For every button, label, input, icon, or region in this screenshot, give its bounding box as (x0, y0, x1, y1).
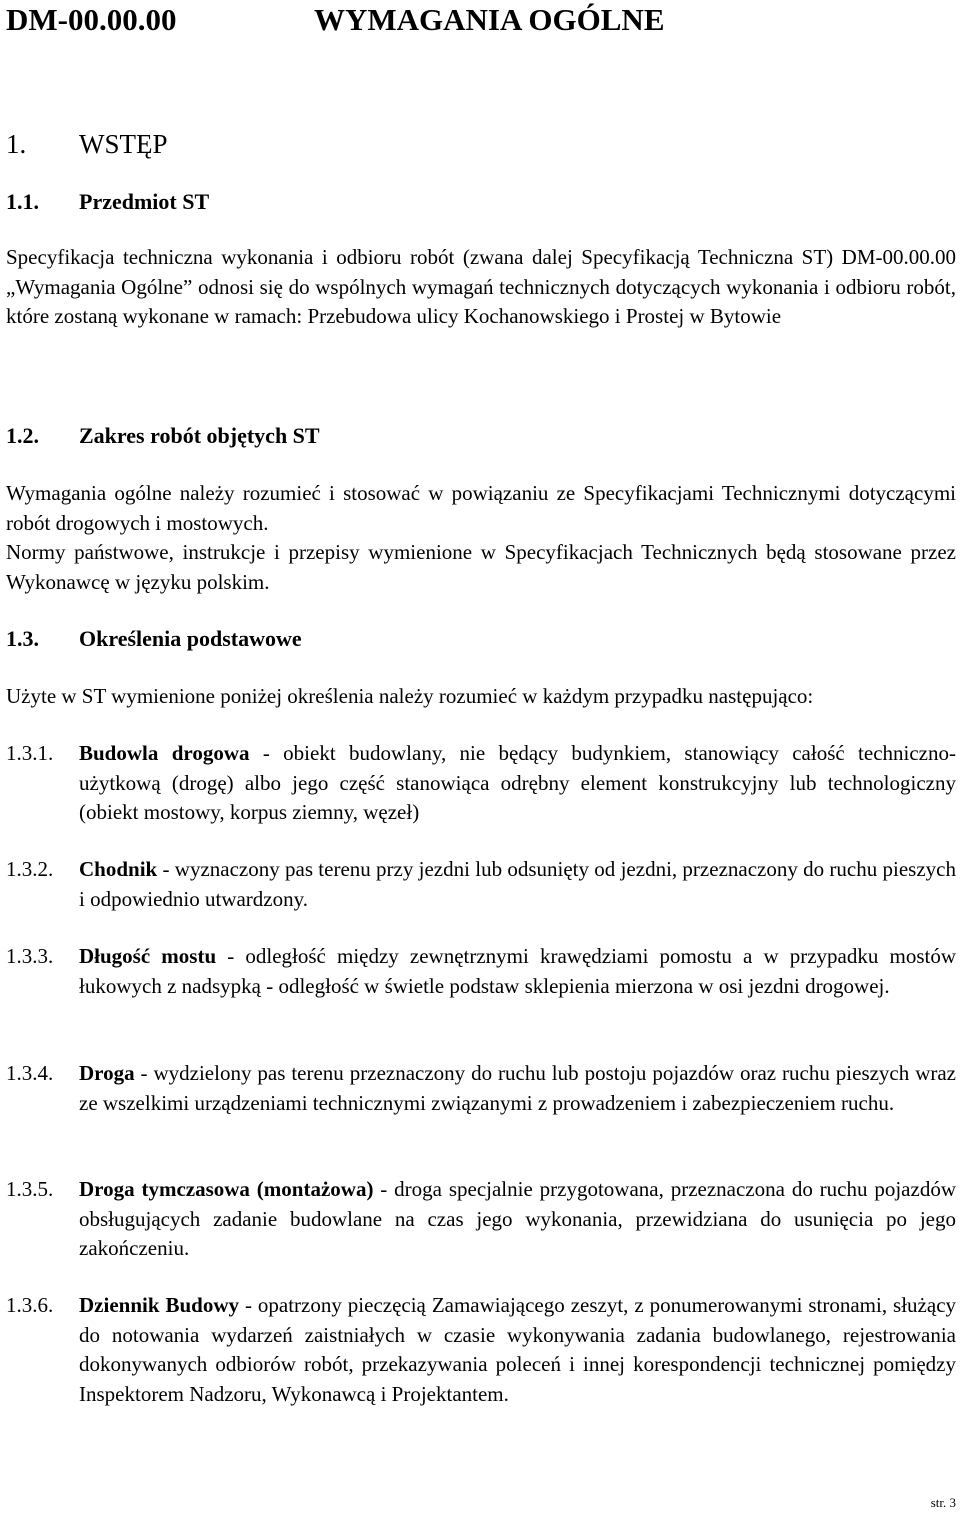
subsection-number: 1.1. (6, 189, 39, 214)
definition-item (6, 739, 956, 828)
subsection-number: 1.2. (6, 423, 39, 448)
definition-item (6, 942, 956, 1001)
document-code: DM-00.00.00 (6, 2, 177, 37)
paragraph-text: Wymagania ogólne należy rozumieć i stosować w powiązaniu ze Specyfikacjami Technicznymi dotyczącymi robót drogowych i mostowych. (6, 481, 956, 535)
paragraph-text: Specyfikacja techniczna wykonania i odbioru robót (zwana dalej Specyfikacją Techniczna ST) DM-00.00.00 „Wymagania Ogólne” odnosi się do wspólnych wymagań technicznych dotyczących wykonania i odbioru robót, które zostaną wykonane w ramach: Przebudowa ulicy Kochanowskiego i Prostej w Bytowie (6, 245, 956, 328)
definition-text: - wyznaczony pas terenu przy jezdni lub odsunięty od jezdni, przeznaczony do ruchu pieszych i odpowiednio utwardzony. (79, 857, 956, 911)
paragraph-okreslenia-intro (6, 682, 956, 712)
definition-number: 1.3.2. (6, 857, 54, 881)
subsection-heading-1-3 (6, 624, 302, 654)
page-number: str. 3 (930, 1495, 956, 1510)
subsection-title: Przedmiot ST (79, 189, 210, 214)
paragraph-przedmiot (6, 243, 956, 332)
subsection-number: 1.3. (6, 626, 39, 651)
definition-term: Długość mostu (79, 944, 217, 968)
paragraph-zakres (6, 479, 956, 597)
definition-term: Budowla drogowa (79, 741, 250, 765)
definition-item (6, 1291, 956, 1409)
document-title: WYMAGANIA OGÓLNE (314, 2, 665, 37)
definition-number: 1.3.1. (6, 741, 54, 765)
paragraph-text: Normy państwowe, instrukcje i przepisy wymienione w Specyfikacjach Technicznych będą stosowane przez Wykonawcę w języku polskim. (6, 540, 956, 594)
paragraph-text: Użyte w ST wymienione poniżej określenia należy rozumieć w każdym przypadku następująco: (6, 684, 814, 708)
definition-text: - obiekt budowlany, nie będący budynkiem, stanowiący całość techniczno-użytkową (drogę) albo jego część stanowiąca odrębny element konstrukcyjny lub technologiczny (obiekt mostowy, korpus ziemny, węzeł) (79, 741, 956, 824)
subsection-heading-1-1 (6, 187, 209, 217)
subsection-title: Określenia podstawowe (79, 626, 302, 651)
definition-term: Droga tymczasowa (montażowa) (79, 1177, 374, 1201)
definition-number: 1.3.4. (6, 1061, 54, 1085)
definition-number: 1.3.3. (6, 944, 54, 968)
definition-text: - opatrzony pieczęcią Zamawiającego zeszyt, z ponumerowanymi stronami, służący do notowania wydarzeń zaistniałych w czasie wykonywania zadania budowlanego, rejestrowania dokonywanych odbiorów robót, przekazywania poleceń i innej korespondencji technicznej pomiędzy Inspektorem Nadzoru, Wykonawcą i Projektantem. (79, 1293, 957, 1406)
definition-item (6, 855, 956, 914)
definition-item (6, 1059, 956, 1118)
definition-term: Dziennik Budowy (79, 1293, 239, 1317)
definition-number: 1.3.5. (6, 1177, 54, 1201)
definition-term: Droga (79, 1061, 135, 1085)
subsection-title: Zakres robót objętych ST (79, 423, 320, 448)
subsection-heading-1-2 (6, 421, 320, 451)
definition-text: - odległość między zewnętrznymi krawędziami pomostu a w przypadku mostów łukowych z nadsypką - odległość w świetle podstaw sklepienia mierzona w osi jezdni drogowej. (79, 944, 956, 998)
definition-text: - wydzielony pas terenu przeznaczony do ruchu lub postoju pojazdów oraz ruchu pieszych wraz ze wszelkimi urządzeniami technicznymi związanymi z prowadzeniem i zabezpieczeniem ruchu. (79, 1061, 956, 1115)
definition-number: 1.3.6. (6, 1293, 54, 1317)
section-heading-1 (6, 127, 168, 161)
definition-term: Chodnik (79, 857, 158, 881)
definition-item (6, 1175, 956, 1264)
section-number: 1. (6, 129, 27, 159)
definition-text: - droga specjalnie przygotowana, przeznaczona do ruchu pojazdów obsługujących zadanie budowlane na czas jego wykonania, przewidziana do usunięcia po jego zakończeniu. (79, 1177, 956, 1260)
section-title: WSTĘP (79, 129, 168, 159)
